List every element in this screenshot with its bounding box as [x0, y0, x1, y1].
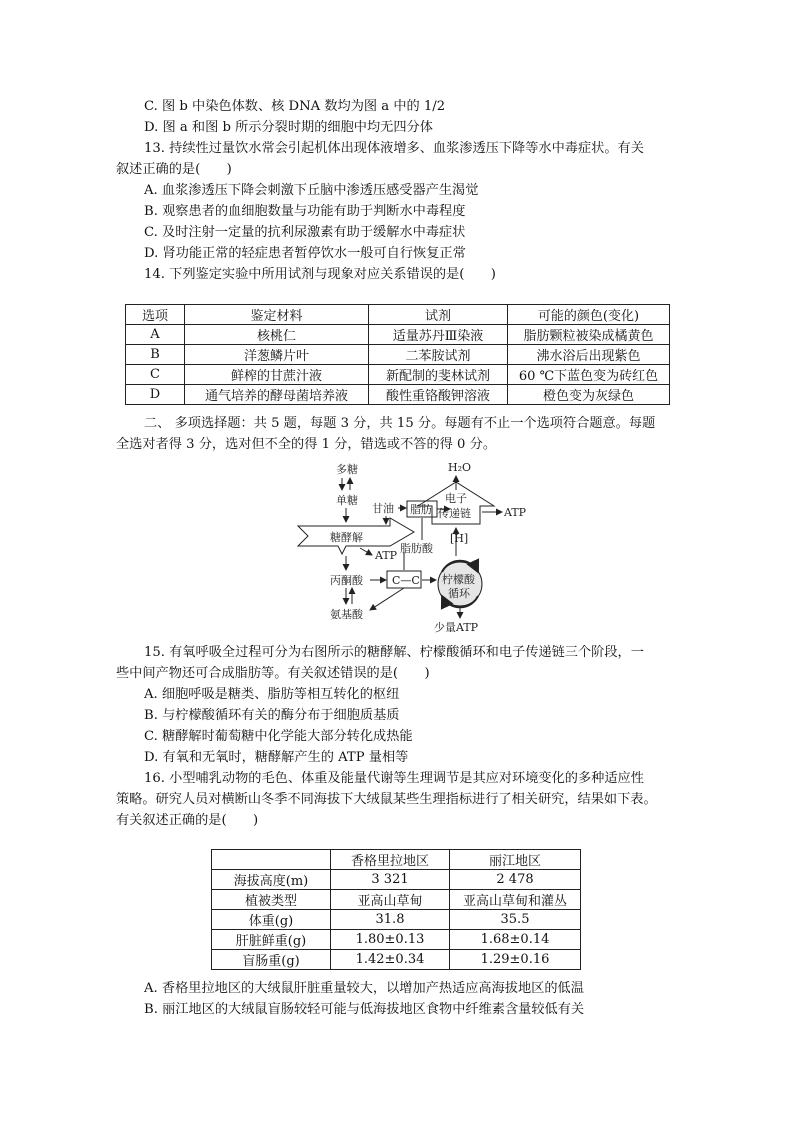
table-header-cell: 试剂	[369, 305, 508, 325]
table-cell: 脂肪颗粒被染成橘黄色	[508, 325, 670, 345]
diagram-label-tca-line2: 循环	[448, 587, 470, 600]
table-cell: 二苯胺试剂	[369, 345, 508, 365]
q15-option-a: A. 细胞呼吸是糖类、脂肪等相互转化的枢纽	[144, 687, 400, 702]
q12-option-d: D. 图 a 和图 b 所示分裂时期的细胞中均无四分体	[144, 120, 433, 135]
table-cell: 植被类型	[212, 890, 331, 910]
table-row	[126, 365, 670, 385]
table-row	[126, 325, 670, 345]
section-heading-line2: 全选对者得 3 分，选对但不全的得 1 分，错选或不答的得 0 分。	[116, 437, 497, 452]
table-cell: 1.42±0.34	[331, 950, 450, 970]
q13-stem-line2: 叙述正确的是( )	[116, 162, 232, 177]
table-header-row	[212, 850, 581, 870]
table-cell: 1.29±0.16	[450, 950, 581, 970]
table-cell: 2 478	[450, 870, 581, 890]
table-header-cell: 香格里拉地区	[331, 850, 450, 870]
table-row	[212, 870, 581, 890]
table-cell: 60 ℃下蓝色变为砖红色	[508, 365, 670, 385]
table-cell: 肝脏鲜重(g)	[212, 930, 331, 950]
diagram-label-little-atp: 少量ATP	[434, 621, 479, 634]
diagram-label-atp-etc: ATP	[504, 506, 527, 519]
q15-option-c: C. 糖酵解时葡萄糖中化学能大部分转化成热能	[144, 729, 413, 744]
q13-option-d: D. 肾功能正常的轻症患者暂停饮水一般可自行恢复正常	[144, 246, 466, 261]
q13-stem-line1: 13. 持续性过量饮水常会引起机体出现体液增多、血浆渗透压下降等水中毒症状。有关	[144, 141, 644, 156]
diagram-label-pyruvate: 丙酮酸	[330, 574, 363, 587]
q15-stem-line1: 15. 有氧呼吸全过程可分为右图所示的糖酵解、柠檬酸循环和电子传递链三个阶段，一	[144, 645, 644, 660]
q16-table	[211, 849, 581, 970]
q15-option-d: D. 有氧和无氧时，糖酵解产生的 ATP 量相等	[144, 750, 409, 765]
table-cell: 橙色变为灰绿色	[508, 385, 670, 405]
table-cell: 酸性重铬酸钾溶液	[369, 385, 508, 405]
table-cell: 1.68±0.14	[450, 930, 581, 950]
table-row	[212, 890, 581, 910]
q12-option-c: C. 图 b 中染色体数、核 DNA 数均为图 a 中的 1/2	[144, 99, 446, 114]
table-cell: 通气培养的酵母菌培养液	[185, 385, 369, 405]
table-header-cell: 鉴定材料	[185, 305, 369, 325]
table-cell: 3 321	[331, 870, 450, 890]
table-cell: C	[126, 365, 185, 385]
q16-stem-line2: 策略。研究人员对横断山冬季不同海拔下大绒鼠某些生理指标进行了相关研究，结果如下表。	[116, 792, 657, 807]
diagram-label-monosaccharide: 单糖	[336, 494, 358, 507]
table-cell: 核桃仁	[185, 325, 369, 345]
table-row	[126, 345, 670, 365]
diagram-label-cc: C—C	[392, 574, 420, 587]
table-header-row	[126, 305, 670, 325]
q13-option-b: B. 观察患者的血细胞数量与功能有助于判断水中毒程度	[144, 204, 466, 219]
q14-table	[125, 304, 670, 405]
table-cell: 盲肠重(g)	[212, 950, 331, 970]
table-cell: 洋葱鳞片叶	[185, 345, 369, 365]
diagram-label-etc-line1: 电子	[445, 492, 467, 505]
table-header-cell: 可能的颜色(变化)	[508, 305, 670, 325]
diagram-label-polysaccharide: 多糖	[336, 463, 358, 476]
table-cell: 亚高山草甸和灌丛	[450, 890, 581, 910]
respiration-diagram	[290, 460, 550, 638]
table-cell: A	[126, 325, 185, 345]
diagram-label-amino-acid: 氨基酸	[330, 608, 363, 621]
table-header-cell: 选项	[126, 305, 185, 325]
table-cell: B	[126, 345, 185, 365]
q13-option-a: A. 血浆渗透压下降会刺激下丘脑中渗透压感受器产生渴觉	[144, 183, 479, 198]
q16-stem-line1: 16. 小型哺乳动物的毛色、体重及能量代谢等生理调节是其应对环境变化的多种适应性	[144, 771, 644, 786]
table-cell: 海拔高度(m)	[212, 870, 331, 890]
q16-option-b: B. 丽江地区的大绒鼠盲肠较轻可能与低海拔地区食物中纤维素含量较低有关	[144, 1002, 585, 1017]
diagram-label-fatty-acid: 脂肪酸	[400, 542, 433, 555]
table-cell: 亚高山草甸	[331, 890, 450, 910]
q15-option-b: B. 与柠檬酸循环有关的酶分布于细胞质基质	[144, 708, 400, 723]
table-row	[212, 910, 581, 930]
table-cell: D	[126, 385, 185, 405]
diagram-label-etc-line2: 传递链	[438, 507, 471, 520]
q16-option-a: A. 香格里拉地区的大绒鼠肝脏重量较大，以增加产热适应高海拔地区的低温	[144, 981, 584, 996]
q16-stem-line3: 有关叙述正确的是( )	[116, 813, 259, 828]
q15-stem-line2: 些中间产物还可合成脂肪等。有关叙述错误的是( )	[116, 666, 430, 681]
arrow	[360, 548, 372, 555]
diagram-label-glycerol: 甘油	[372, 502, 394, 515]
section-heading-line1: 二、 多项选择题：共 5 题，每题 3 分，共 15 分。每题有不止一个选项符合题意。每题	[144, 416, 656, 431]
table-header-cell: 丽江地区	[450, 850, 581, 870]
diagram-label-tca-line1: 柠檬酸	[442, 573, 475, 586]
table-row	[212, 930, 581, 950]
diagram-label-fat: 脂肪	[410, 503, 432, 516]
table-cell: 新配制的斐林试剂	[369, 365, 508, 385]
table-cell: 鲜榨的甘蔗汁液	[185, 365, 369, 385]
diagram-label-atp-glycolysis: ATP	[375, 549, 398, 562]
q14-stem: 14. 下列鉴定实验中所用试剂与现象对应关系错误的是( )	[144, 267, 496, 282]
table-row	[212, 950, 581, 970]
table-cell: 沸水浴后出现紫色	[508, 345, 670, 365]
table-row	[126, 385, 670, 405]
q13-option-c: C. 及时注射一定量的抗利尿激素有助于缓解水中毒症状	[144, 225, 466, 240]
table-header-cell	[212, 850, 331, 870]
diagram-label-h: [H]	[450, 532, 469, 545]
table-cell: 35.5	[450, 910, 581, 930]
arrow	[370, 588, 404, 610]
table-cell: 体重(g)	[212, 910, 331, 930]
diagram-label-h2o: H₂O	[448, 461, 472, 474]
diagram-label-glycolysis: 糖酵解	[330, 531, 363, 544]
table-cell: 1.80±0.13	[331, 930, 450, 950]
table-cell: 适量苏丹Ⅲ染液	[369, 325, 508, 345]
table-cell: 31.8	[331, 910, 450, 930]
